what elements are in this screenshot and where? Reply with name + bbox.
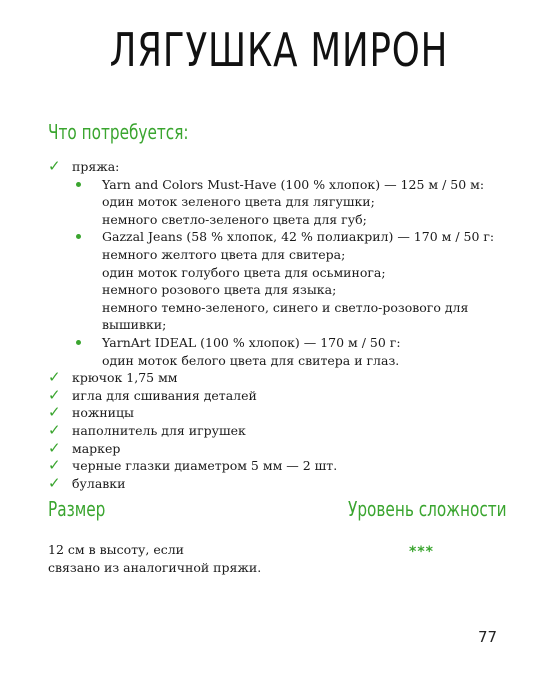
- checkmark-icon: ✓: [48, 420, 61, 439]
- item-text: крючок 1,75 мм: [72, 370, 178, 386]
- yarn-item: [72, 176, 518, 229]
- yarn-item: [72, 228, 518, 334]
- item-text: булавки: [72, 475, 126, 491]
- checkmark-icon: ✓: [48, 438, 61, 457]
- bullet-icon: [76, 182, 81, 187]
- difficulty-heading: Уровень сложности: [348, 497, 507, 521]
- yarn-label: пряжа:: [72, 159, 120, 174]
- yarn-line: один моток голубого цвета для осьминога;: [102, 264, 386, 280]
- requirements-list: [48, 158, 518, 492]
- bullet-icon: [76, 234, 81, 239]
- requirements-heading: Что потребуется:: [48, 120, 189, 144]
- page-number: 77: [478, 628, 498, 646]
- bullet-icon: [76, 340, 81, 345]
- yarn-line: Yarn and Colors Must-Have (100 % хлопок) — 125 м / 50 м:: [102, 176, 485, 192]
- yarn-line: немного светло-зеленого цвета для губ;: [102, 211, 367, 227]
- page-title: ЛЯГУШКА МИРОН: [109, 23, 449, 77]
- size-line: связано из аналогичной пряжи.: [48, 560, 262, 575]
- yarn-line: Gazzal Jeans (58 % хлопок, 42 % полиакрил) — 170 м / 50 г:: [102, 229, 495, 245]
- item-text: ножницы: [72, 405, 135, 421]
- item-text: черные глазки диаметром 5 мм — 2 шт.: [72, 458, 338, 474]
- difficulty-stars: ***: [409, 544, 434, 560]
- size-heading: Размер: [48, 497, 106, 521]
- list-item: [48, 440, 518, 458]
- list-item: [48, 404, 518, 422]
- size-description: [48, 541, 308, 577]
- checkmark-icon: ✓: [48, 157, 61, 175]
- list-item: [48, 369, 518, 387]
- checkmark-icon: ✓: [48, 456, 61, 475]
- checkmark-icon: ✓: [48, 385, 61, 404]
- yarn-line: один моток зеленого цвета для лягушки;: [102, 194, 375, 210]
- list-item: [48, 475, 518, 493]
- item-text: маркер: [72, 440, 121, 456]
- checkmark-icon: ✓: [48, 473, 61, 492]
- yarn-line: YarnArt IDEAL (100 % хлопок) — 170 м / 50 г:: [102, 334, 401, 350]
- item-text: наполнитель для игрушек: [72, 422, 246, 438]
- yarn-list: [72, 176, 518, 370]
- list-item-yarn: [48, 158, 518, 369]
- list-item: [48, 457, 518, 475]
- checkmark-icon: ✓: [48, 368, 61, 387]
- yarn-line: один моток белого цвета для свитера и глаз.: [102, 352, 400, 368]
- list-item: [48, 387, 518, 405]
- yarn-line: немного розового цвета для языка;: [102, 282, 337, 298]
- size-line: 12 см в высоту, если: [48, 542, 184, 557]
- list-item: [48, 422, 518, 440]
- checkmark-icon: ✓: [48, 403, 61, 422]
- item-text: игла для сшивания деталей: [72, 387, 257, 403]
- yarn-item: [72, 334, 518, 369]
- yarn-line: немного желтого цвета для свитера;: [102, 246, 346, 262]
- yarn-line: немного темно-зеленого, синего и светло-розового для вышивки;: [102, 299, 469, 333]
